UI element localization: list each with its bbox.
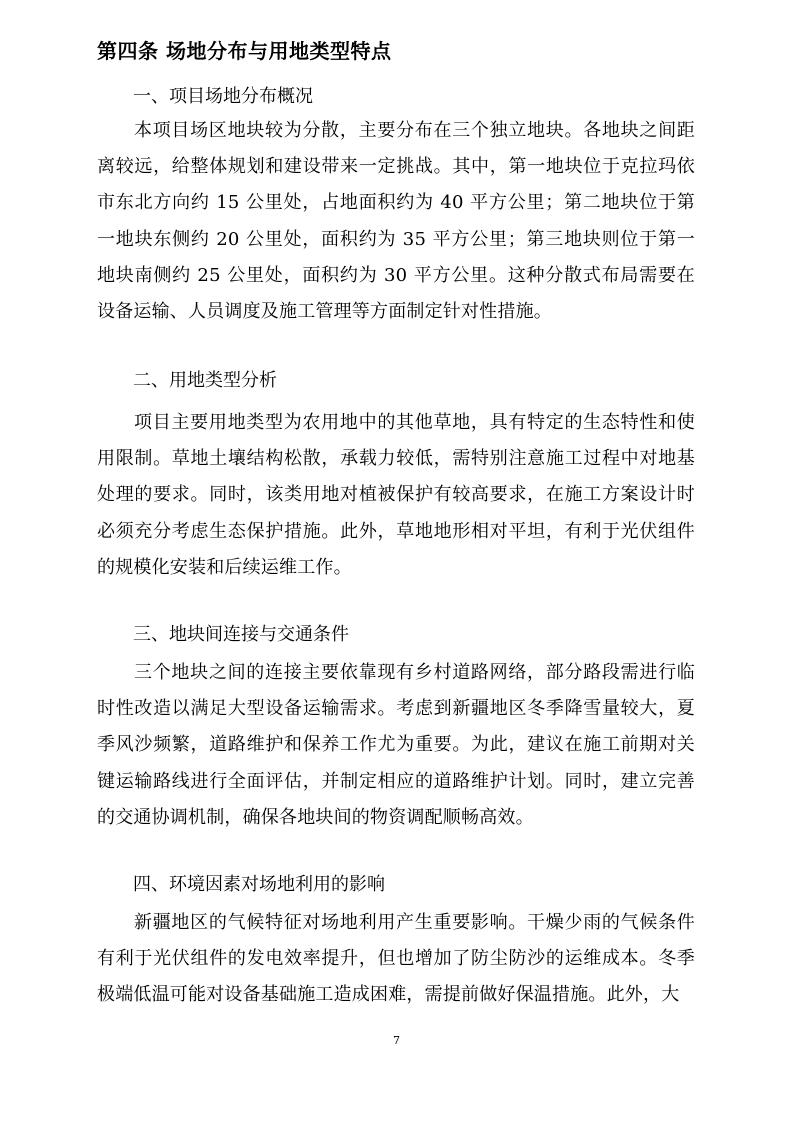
section-paragraph-2: 项目主要用地类型为农用地中的其他草地，具有特定的生态特性和使用限制。草地土壤结构松散，承载力较低，需特别注意施工过程中对地基处理的要求。同时，该类用地对植被保护有较高要求，在施工方案设计时必须充分考虑生态保护措施。此外，草地地形相对平坦，有利于光伏组件的规模化安装和后续运维工作。 (97, 412, 695, 578)
section-paragraph-4: 新疆地区的气候特征对场地利用产生重要影响。干燥少雨的气候条件有利于光伏组件的发电效率提升，但也增加了防尘防沙的运维成本。冬季极端低温可能对设备基础施工造成困难，需提前做好保温措施。此外，大 (97, 912, 695, 1006)
section-paragraph-1: 本项目场区地块较为分散，主要分布在三个独立地块。各地块之间距离较远，给整体规划和建设带来一定挑战。其中，第一地块位于克拉玛依市东北方向约 15 公里处，占地面积约为 40 平方公里；第二地块位于第一地块东侧约 20 公里处，面积约为 35 平方公里；第三地块则位于第一地块南侧约 25 公里处，面积约为 30 平方公里。这种分散式布局需要在设备运输、人员调度及施工管理等方面制定针对性措施。 (97, 120, 695, 323)
section-paragraph-3: 三个地块之间的连接主要依靠现有乡村道路网络，部分路段需进行临时性改造以满足大型设备运输需求。考虑到新疆地区冬季降雪量较大，夏季风沙频繁，道路维护和保养工作尤为重要。为此，建议在施工前期对关键运输路线进行全面评估，并制定相应的道路维护计划。同时，建立完善的交通协调机制，确保各地块间的物资调配顺畅高效。 (97, 662, 695, 828)
section-heading-4: 四、环境因素对场地利用的影响 (133, 874, 385, 895)
section-heading-3: 三、地块间连接与交通条件 (133, 624, 349, 645)
page-number: 7 (393, 1034, 400, 1047)
section-heading-2: 二、用地类型分析 (133, 370, 277, 391)
section-heading-1: 一、项目场地分布概况 (133, 86, 313, 107)
chapter-title: 第四条 场地分布与用地类型特点 (97, 39, 392, 63)
